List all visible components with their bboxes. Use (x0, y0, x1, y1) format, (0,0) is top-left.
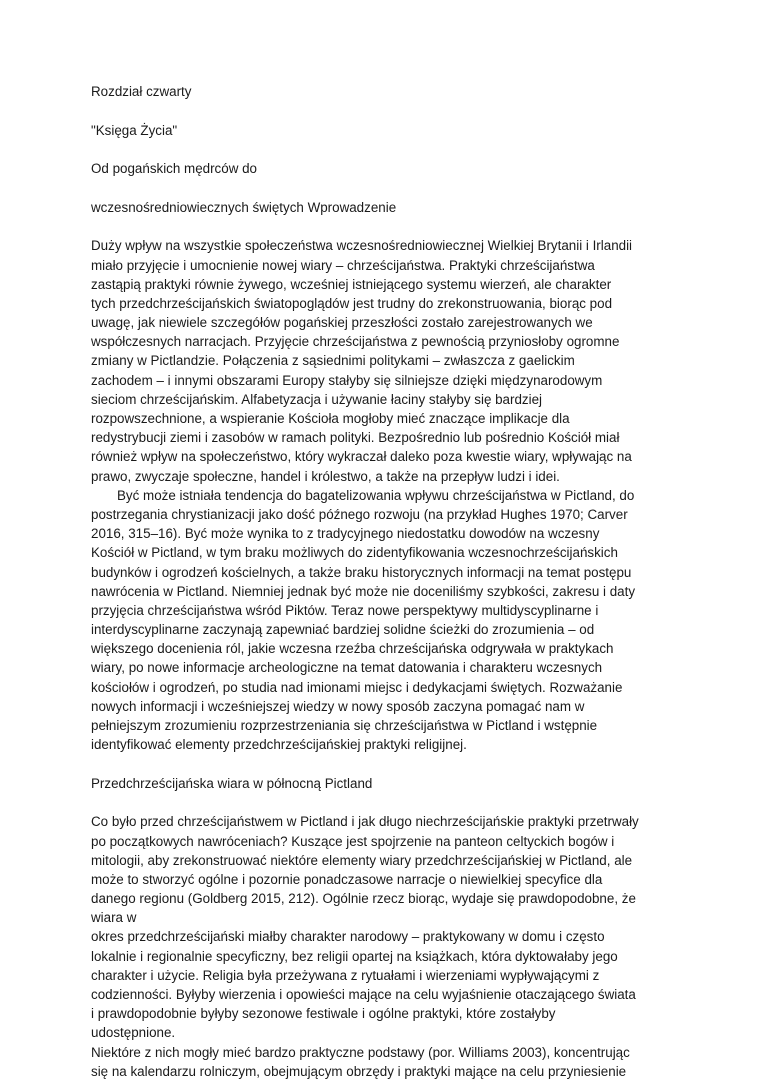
paragraph-line: udostępnione. (91, 1025, 176, 1041)
paragraph-line: sieciom chrześcijańskim. Alfabetyzacja i używanie łaciny stałyby się bardziej (91, 391, 542, 407)
paragraph-line: 2016, 315–16). Być może wynika to z tradycyjnego niedostatku dowodów na wczesny (91, 526, 600, 542)
paragraph-line: redystrybucji ziemi i zasobów w ramach polityki. Bezpośrednio lub pośrednio Kościół miał (91, 430, 620, 446)
intro-paragraph-2 (91, 486, 691, 755)
paragraph-line: zmiany w Pictlandzie. Połączenia z sąsiednimi politykami – zwłaszcza z gaelickim (91, 353, 575, 369)
section-heading: Przedchrześcijańska wiara w północną Pictland (91, 775, 373, 791)
paragraph-line: rozpowszechnione, a wspieranie Kościoła mogłoby mieć znaczące implikacje dla (91, 411, 570, 426)
paragraph-line: również wpływ na społeczeństwo, który wykraczał daleko poza kwestie wiary, wpływając na (91, 449, 632, 465)
paragraph-line: lokalnie i regionalnie specyficzny, bez religii opartej na książkach, która dyktowałaby jego (91, 948, 618, 964)
paragraph-line: po początkowych nawróceniach? Kuszące jest spojrzenie na panteon celtyckich bogów i (91, 833, 615, 849)
paragraph-line: może to stworzyć ogólne i pozornie ponadczasowe narracje o niewielkiej specyfice dla (91, 871, 603, 887)
subtitle-line-2: wczesnośredniowiecznych świętych Wprowadzenie (91, 199, 397, 215)
paragraph-line: większego docenienia ról, jakie wczesna rzeźba chrześcijańska odgrywała w praktykach (91, 641, 614, 657)
paragraph-line: zastąpią praktyki równie żywego, wcześniej istniejącego systemu wierzeń, ale charakter (91, 276, 612, 292)
paragraph-line: się na kalendarzu rolniczym, obejmującym obrzędy i praktyki mające na celu przyniesienie (91, 1063, 627, 1079)
paragraph-line: nawrócenia w Pictland. Niemniej jednak być może nie doceniliśmy szybkości, zakresu i daty (91, 583, 636, 599)
paragraph-line: identyfikować elementy przedchrześcijańskiej praktyki religijnej. (91, 737, 467, 753)
paragraph-line: Kościół w Pictland, w tym braku możliwych do zidentyfikowania wczesnochrześcijańskich (91, 545, 618, 561)
paragraph-line: danego regionu (Goldberg 2015, 212). Ogólnie rzecz biorąc, wydaje się prawdopodobne, że (91, 891, 636, 907)
paragraph-line: Niektóre z nich mogły mieć bardzo praktyczne podstawy (por. Williams 2003), koncentrując (91, 1044, 630, 1060)
paragraph-line: Co było przed chrześcijaństwem w Pictland i jak długo niechrześcijańskie praktyki przetrwały (91, 814, 639, 830)
intro-paragraph-1 (91, 236, 691, 485)
subtitle-line-1: Od pogańskich mędrców do (91, 161, 257, 177)
paragraph-line: i prawdopodobnie byłyby sezonowe festiwale i ogólne praktyki, które zostałyby (91, 1006, 556, 1022)
paragraph-line: postrzegania chrystianizacji jako dość późnego rozwoju (na przykład Hughes 1970; Carver (91, 506, 628, 522)
paragraph-line: wiara w (91, 910, 137, 926)
paragraph-line: tych przedchrześcijańskich światopoglądów jest trudny do zrekonstruowania, biorąc pod (91, 295, 613, 311)
paragraph-line: budynków i ogrodzeń kościelnych, a także braku historycznych informacji na temat postępu (91, 564, 632, 580)
paragraph-line: okres przedchrześcijański miałby charakter narodowy – praktykowany w domu i często (91, 929, 605, 945)
paragraph-line: współczesnych narracjach. Przyjęcie chrześcijaństwa z pewnością przyniosłoby ogromne (91, 334, 620, 350)
paragraph-line: uwagę, jak niewiele szczegółów pogańskiej przeszłości zostało zarejestrowanych we (91, 315, 593, 331)
paragraph-line: Duży wpływ na wszystkie społeczeństwa wczesnośredniowiecznej Wielkiej Brytanii i Irlandii (91, 238, 633, 254)
section-paragraph-1 (91, 812, 691, 1081)
paragraph-line: prawo, zwyczaje społeczne, handel i królestwo, a także na przepływ ludzi i idei. (91, 468, 560, 484)
book-title: "Księga Życia" (91, 122, 178, 138)
paragraph-line: przyjęcia chrześcijaństwa wśród Piktów. Teraz nowe perspektywy multidyscyplinarne i (91, 602, 599, 618)
paragraph-line: kościołów i ogrodzeń, po studia nad imionami miejsc i dedykacjami świętych. Rozważanie (91, 679, 623, 695)
paragraph-line: pełniejszym zrozumieniu rozprzestrzeniania się chrześcijaństwa w Pictland i wstępnie (91, 718, 598, 733)
paragraph-line: nowych informacji i wcześniejszej wiedzy w nowy sposób zaczyna pomagać nam w (91, 698, 585, 714)
paragraph-line: Być może istniała tendencja do bagatelizowania wpływu chrześcijaństwa w Pictland, do (117, 487, 635, 503)
paragraph-line: interdyscyplinarne zaczynają zapewniać bardziej solidne ścieżki do zrozumienia – od (91, 622, 595, 638)
paragraph-line: mitologii, aby zrekonstruować niektóre elementy wiary przedchrześcijańskiej w Pictland, ale (91, 852, 633, 868)
paragraph-line: charakter i użycie. Religia była przeżywana z rytuałami i wierzeniami wypływającymi z (91, 967, 600, 983)
paragraph-line: miało przyjęcie i umocnienie nowej wiary – chrześcijaństwa. Praktyki chrześcijaństwa (91, 257, 595, 273)
chapter-label: Rozdział czwarty (91, 84, 192, 99)
paragraph-line: zachodem – i innymi obszarami Europy stałyby się silniejsze dzięki międzynarodowym (91, 372, 603, 388)
paragraph-line: wiary, po nowe informacje archeologiczne na temat datowania i charakteru wczesnych (91, 660, 603, 676)
paragraph-line: codzienności. Byłyby wierzenia i opowieści mające na celu wyjaśnienie otaczającego świata (91, 987, 636, 1003)
document-page (91, 82, 691, 1081)
